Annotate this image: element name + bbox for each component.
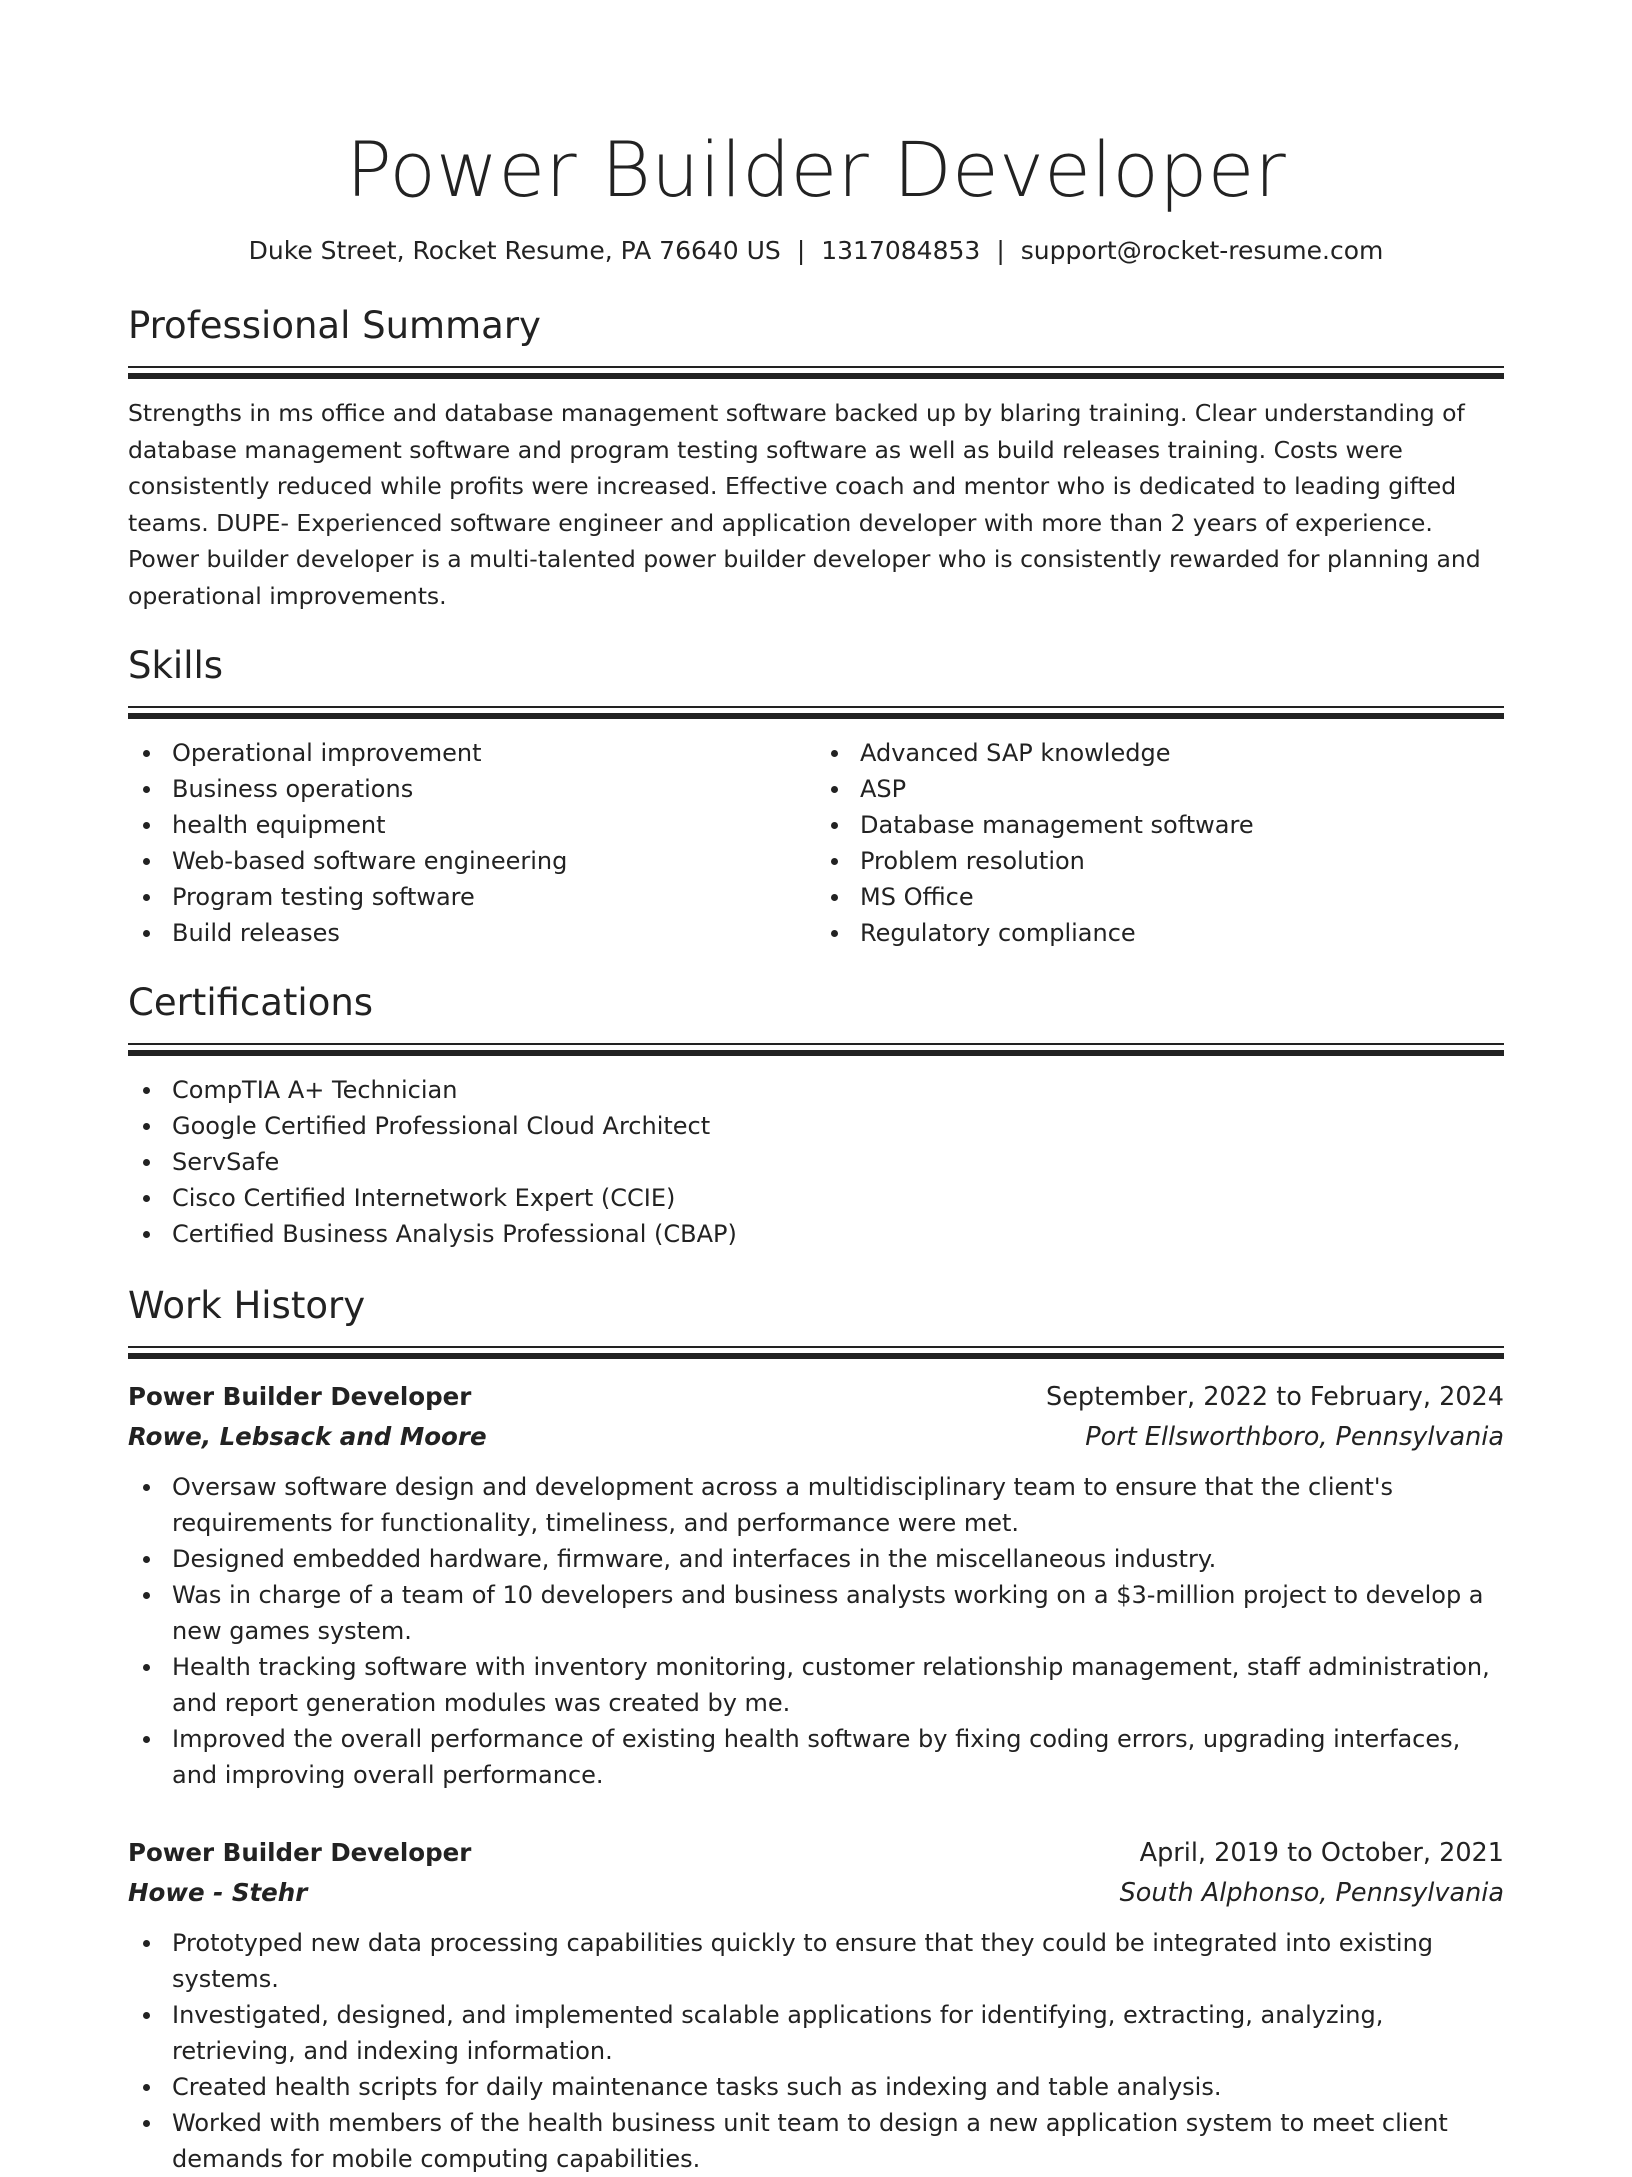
resume-name: Power Builder Developer (346, 125, 1286, 214)
skills-list-right (816, 735, 1504, 951)
job-company: Rowe, Lebsack and Moore (128, 1422, 487, 1451)
skill-item: Regulatory compliance (860, 915, 1504, 951)
summary-section (128, 302, 1504, 614)
job-title: Power Builder Developer (128, 1838, 472, 1867)
section-divider (128, 1043, 1504, 1056)
certifications-list (128, 1072, 1504, 1252)
job-bullet: Oversaw software design and development across a multidisciplinary team to ensure that the client's requirements for functionality, timeliness, and performance were met. (172, 1469, 1504, 1541)
job-entry (128, 1833, 1504, 2177)
section-title-summary: Professional Summary (128, 304, 541, 347)
job-bullet: Investigated, designed, and implemented scalable applications for identifying, extracting, analyzing, retrieving, and indexing information. (172, 1997, 1504, 2069)
section-divider (128, 706, 1504, 719)
skill-item: ASP (860, 771, 1504, 807)
skill-item: Web-based software engineering (172, 843, 816, 879)
skill-item: Operational improvement (172, 735, 816, 771)
certification-item: Google Certified Professional Cloud Architect (172, 1108, 1504, 1144)
skill-item: Database management software (860, 807, 1504, 843)
section-title-skills: Skills (128, 644, 224, 687)
job-location: South Alphonso, Pennsylvania (1119, 1878, 1504, 1908)
job-bullet: Was in charge of a team of 10 developers and business analysts working on a $3-million project to develop a new games system. (172, 1577, 1504, 1649)
certification-item: Certified Business Analysis Professional (CBAP) (172, 1216, 1504, 1252)
contact-separator: | (996, 236, 1005, 265)
section-title-certifications: Certifications (128, 981, 374, 1024)
certification-item: ServSafe (172, 1144, 1504, 1180)
job-title: Power Builder Developer (128, 1382, 472, 1411)
job-bullet: Prototyped new data processing capabilities quickly to ensure that they could be integrated into existing systems. (172, 1925, 1504, 1997)
job-header-row (128, 1377, 1504, 1417)
contact-phone: 1317084853 (821, 236, 981, 265)
contact-line (128, 234, 1504, 268)
skills-list-left (128, 735, 816, 951)
skill-item: Build releases (172, 915, 816, 951)
section-title-work-history: Work History (128, 1284, 366, 1327)
job-company: Howe - Stehr (128, 1878, 308, 1907)
job-bullet-list (128, 1469, 1504, 1793)
job-bullet: Health tracking software with inventory monitoring, customer relationship management, staff administration, and report generation modules was created by me. (172, 1649, 1504, 1721)
summary-text: Strengths in ms office and database management software backed up by blaring training. Clear understanding of database management software and program testing software as well as build releases training. Costs were consistently reduced while profits were increased. Effective coach and mentor who is dedicated to leading gifted teams. DUPE- Experienced software engineer and application developer with more than 2 years of experience. Power builder developer is a multi-talented power builder developer who is consistently rewarded for planning and operational improvements. (128, 399, 1481, 610)
certification-item: CompTIA A+ Technician (172, 1072, 1504, 1108)
skill-item: Problem resolution (860, 843, 1504, 879)
contact-separator: | (796, 236, 806, 265)
work-history-section (128, 1282, 1504, 2177)
contact-email: support@rocket-resume.com (1020, 236, 1384, 265)
skill-item: health equipment (172, 807, 816, 843)
job-dates: September, 2022 to February, 2024 (1046, 1382, 1504, 1412)
certification-item: Cisco Certified Internetwork Expert (CCIE) (172, 1180, 1504, 1216)
section-divider (128, 366, 1504, 379)
job-bullet: Worked with members of the health business unit team to design a new application system to meet client demands for mobile computing capabilities. (172, 2105, 1504, 2177)
contact-address: Duke Street, Rocket Resume, PA 76640 US (248, 236, 781, 265)
skill-item: Business operations (172, 771, 816, 807)
certifications-section (128, 979, 1504, 1252)
skill-item: Program testing software (172, 879, 816, 915)
job-bullet: Created health scripts for daily maintenance tasks such as indexing and table analysis. (172, 2069, 1504, 2105)
job-subheader-row (128, 1873, 1504, 1913)
skills-columns (128, 735, 1504, 951)
job-bullet: Designed embedded hardware, firmware, and interfaces in the miscellaneous industry. (172, 1541, 1504, 1577)
skills-section (128, 642, 1504, 951)
job-location: Port Ellsworthboro, Pennsylvania (1085, 1422, 1504, 1452)
job-subheader-row (128, 1417, 1504, 1457)
skill-item: Advanced SAP knowledge (860, 735, 1504, 771)
job-header-row (128, 1833, 1504, 1873)
job-entry (128, 1377, 1504, 1793)
job-bullet-list (128, 1925, 1504, 2177)
job-dates: April, 2019 to October, 2021 (1139, 1838, 1504, 1868)
job-bullet: Improved the overall performance of existing health software by fixing coding errors, upgrading interfaces, and improving overall performance. (172, 1721, 1504, 1793)
section-divider (128, 1346, 1504, 1359)
skill-item: MS Office (860, 879, 1504, 915)
